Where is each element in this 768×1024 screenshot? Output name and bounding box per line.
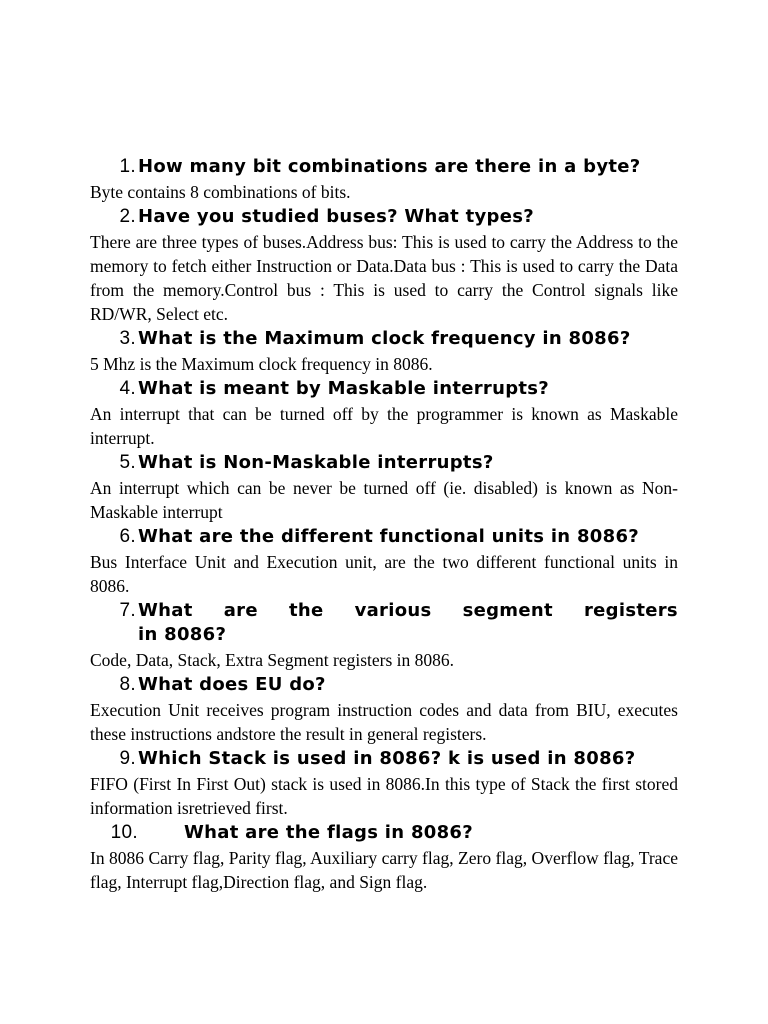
question-text: What are the flags in 8086? [184, 822, 473, 843]
question-word: What [138, 600, 193, 621]
document-page [90, 155, 678, 895]
qa-item-5 [90, 451, 678, 524]
answer-text: In 8086 Carry flag, Parity flag, Auxiliary carry flag, Zero flag, Overflow flag, Trace flag, Interrupt flag,Direction flag, and Sign flag. [90, 848, 678, 892]
question-text: What is the Maximum clock frequency in 8086? [138, 328, 631, 349]
question-number: 8. [119, 674, 136, 695]
question-heading [90, 451, 678, 475]
question-heading [90, 821, 678, 845]
question-heading [90, 205, 678, 229]
question-text: What is meant by Maskable interrupts? [138, 378, 550, 399]
question-text: What are the different functional units in 8086? [138, 526, 640, 547]
answer-text: Byte contains 8 combinations of bits. [90, 182, 351, 202]
question-heading [90, 599, 678, 647]
answer-text: An interrupt which can be never be turned off (ie. disabled) is known as Non-Maskable interrupt [90, 478, 678, 522]
qa-item-6 [90, 525, 678, 598]
question-line-1 [138, 599, 678, 623]
question-heading [90, 525, 678, 549]
question-text: What is Non-Maskable interrupts? [138, 452, 494, 473]
question-text: Which Stack is used in 8086? k is used in 8086? [138, 748, 636, 769]
qa-item-4 [90, 377, 678, 450]
question-heading [90, 155, 678, 179]
question-number: 4. [119, 378, 136, 399]
question-word: various [354, 600, 432, 621]
question-heading [90, 673, 678, 697]
question-text: What does EU do? [138, 674, 326, 695]
question-text: Have you studied buses? What types? [138, 206, 534, 227]
question-word: registers [583, 600, 678, 621]
answer-text: There are three types of buses.Address bus: This is used to carry the Address to the memory to fetch either Instruction or Data.Data bus : This is used to carry the Data from the memory.Control bus : This is used to carry the Control signals like RD/WR, Select etc. [90, 232, 678, 324]
question-number: 7. [119, 600, 136, 621]
answer-text: Bus Interface Unit and Execution unit, are the two different functional units in 8086. [90, 552, 678, 596]
question-word: segment [462, 600, 553, 621]
qa-item-3 [90, 327, 678, 376]
question-number: 1. [119, 156, 136, 177]
answer-text: Execution Unit receives program instruction codes and data from BIU, executes these instructions andstore the result in general registers. [90, 700, 678, 744]
question-text: How many bit combinations are there in a byte? [138, 156, 641, 177]
question-number: 5. [119, 452, 136, 473]
question-number: 10. [110, 822, 138, 843]
question-heading [90, 327, 678, 351]
qa-item-1 [90, 155, 678, 204]
qa-item-9 [90, 747, 678, 820]
answer-text: 5 Mhz is the Maximum clock frequency in 8086. [90, 354, 433, 374]
question-number: 9. [119, 748, 136, 769]
answer-text: FIFO (First In First Out) stack is used in 8086.In this type of Stack the first stored information isretrieved first. [90, 774, 678, 818]
question-number: 3. [119, 328, 136, 349]
question-line-2: in 8086? [138, 624, 227, 645]
question-word: the [288, 600, 324, 621]
question-number: 6. [119, 526, 136, 547]
qa-item-10 [90, 821, 678, 894]
question-number: 2. [119, 206, 136, 227]
qa-item-7 [90, 599, 678, 672]
answer-text: Code, Data, Stack, Extra Segment registers in 8086. [90, 650, 455, 670]
question-word: are [223, 600, 258, 621]
qa-item-8 [90, 673, 678, 746]
question-text [136, 599, 678, 647]
question-heading [90, 377, 678, 401]
answer-text: An interrupt that can be turned off by the programmer is known as Maskable interrupt. [90, 404, 678, 448]
qa-item-2 [90, 205, 678, 326]
question-heading [90, 747, 678, 771]
